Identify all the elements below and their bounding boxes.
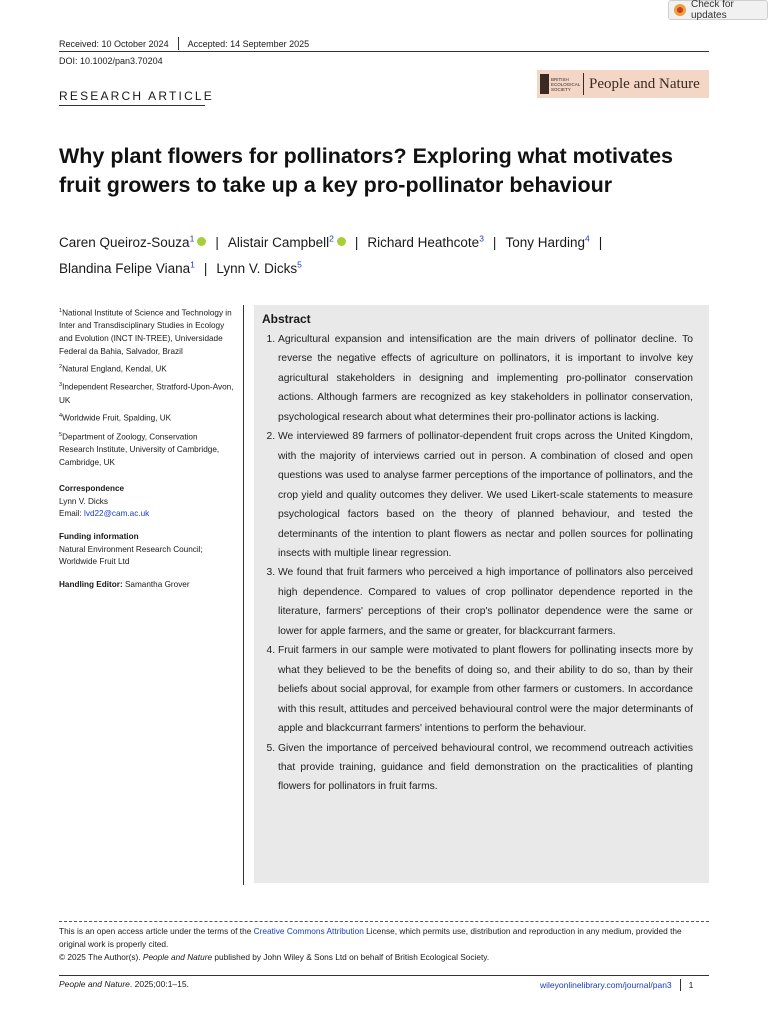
email-link[interactable]: lvd22@cam.ac.uk <box>84 509 150 519</box>
author-separator: | <box>492 234 497 250</box>
header-rule <box>59 51 709 52</box>
footer-right <box>540 979 693 991</box>
correspondence-email: Email: lvd22@cam.ac.uk <box>59 509 150 519</box>
society-mark-icon <box>540 74 549 94</box>
funding-label: Funding information <box>59 531 139 541</box>
abstract-body <box>262 330 693 797</box>
affiliation: $^5$Department of Zoology, Conservation Research Institute, University of Cambridge, Cambridge, UK <box>59 431 220 467</box>
copyright: © 2025 The Author(s). People and Nature published by John Wiley & Sons Ltd on behalf of British Ecological Society. <box>59 952 490 962</box>
affiliation: $^3$Independent Researcher, Stratford-Upon-Avon, UK <box>59 382 234 405</box>
abstract-item: 2. We interviewed 89 farmers of pollinator-dependent fruit crops across the United Kingdom, with the majority of interviews carried out in person. A combination of closed and open questions was used to analyse farmer perceptions of the importance of pollinators, and the crop yield and quality outcomes they deliver. We used Likert-scale statements to measure psychological factors based on the theory of planned behaviour, and tested the determinants of the intention to plant flowers as nectar and pollen sources for pollinating insects with multiple linear regression. <box>278 427 693 563</box>
abstract-item: 5. Given the importance of perceived behavioural control, we recommend outreach activities that provide training, guidance and field demonstration on the practicalities of planting flowers for pollinators in fruit farms. <box>278 739 693 797</box>
citation: People and Nature. 2025;00:1–15. <box>59 979 189 989</box>
correspondence-label: Correspondence <box>59 484 125 494</box>
author-separator: | <box>215 234 219 250</box>
check-for-updates-label: Check for updates <box>691 0 734 21</box>
footer-rule <box>59 975 709 976</box>
author-separator: | <box>598 234 603 250</box>
orcid-icon[interactable] <box>197 237 206 246</box>
article-type-underline <box>59 105 205 106</box>
license-notice: This is an open access article under the terms of the Creative Commons Attribution License, which permits use, distribution and reproduction in any medium, provided the original work is properly cited. © 2025 The Author(s). People and Nature published by John Wiley & Sons Ltd on behalf of British Ecological Society. <box>59 925 709 964</box>
society-logo <box>540 72 580 96</box>
logo-divider <box>583 73 584 95</box>
article-dates <box>59 37 309 50</box>
divider <box>680 979 681 991</box>
author[interactable]: Tony Harding$^4$ <box>505 233 590 250</box>
author[interactable]: Caren Queiroz-Souza$^1$ <box>59 233 195 250</box>
author[interactable]: Lynn V. Dicks$^5$ <box>216 259 302 276</box>
article-sidebar <box>59 305 234 591</box>
abstract-heading: Abstract <box>262 312 311 326</box>
journal-url-link[interactable]: wileyonlinelibrary.com/journal/pan3 <box>540 980 672 990</box>
received-date: Received: 10 October 2024 <box>59 38 169 49</box>
author[interactable]: Richard Heathcote$^3$ <box>367 233 484 250</box>
affiliation: $^2$Natural England, Kendal, UK <box>59 364 167 374</box>
check-for-updates-button[interactable] <box>668 0 768 20</box>
society-name: BRITISH ECOLOGICAL SOCIETY <box>551 76 581 92</box>
journal-name: People and Nature <box>589 75 700 92</box>
orcid-icon[interactable] <box>337 237 346 246</box>
crossmark-icon <box>674 4 686 16</box>
author-separator: | <box>354 234 359 250</box>
page-number: 1 <box>688 980 694 990</box>
affiliation: $^4$Worldwide Fruit, Spalding, UK <box>59 413 172 424</box>
license-divider <box>59 921 709 922</box>
funding-text: Natural Environment Research Council; Worldwide Fruit Ltd <box>59 544 203 567</box>
abstract-item: 3. We found that fruit farmers who perceived a high importance of pollinators also perceived high dependence. Compared to values of crop pollinator dependence reported in the literature, farmers' perceptions of their crop's pollinator dependence were the same or lower for apple farmers, and the same or greater, for blackcurrant farmers. <box>278 563 693 641</box>
accepted-date: Accepted: 14 September 2025 <box>187 38 310 49</box>
correspondence-name: Lynn V. Dicks <box>59 496 108 506</box>
author[interactable]: Blandina Felipe Viana$^1$ <box>59 259 195 276</box>
author-list <box>59 227 719 280</box>
journal-logo[interactable] <box>537 70 709 98</box>
column-divider <box>243 305 244 885</box>
author[interactable]: Alistair Campbell$^2$ <box>227 233 334 250</box>
doi[interactable]: DOI: 10.1002/pan3.70204 <box>59 56 163 66</box>
article-type: RESEARCH ARTICLE <box>59 89 215 103</box>
affiliation: $^1$National Institute of Science and Technology in Inter and Transdisciplinary Studies in Ecology and Evolution (INCT IN-TREE), Universidade Federal da Bahia, Salvador, Brazil <box>59 308 232 356</box>
author-separator: | <box>203 261 208 276</box>
cc-license-link[interactable]: Creative Commons Attribution <box>253 926 364 936</box>
abstract-item: 1. Agricultural expansion and intensification are the main drivers of pollinator decline. To reverse the negative effects of agriculture on pollinators, it is important to involve key agricultural stakeholders in designing and implementing pro-pollinator conservation actions. Although farmers are recognized as key stakeholders in pollinator conservation, psychological research about what determines their pro-pollinator actions is lacking. <box>278 330 693 427</box>
abstract-item: 4. Fruit farmers in our sample were motivated to plant flowers for pollinating insects more by what they believed to be the benefits of doing so, and their ability to do so, than by their beliefs about social approval, for example from other farmers or customers. In accordance with this result, attitudes and perceived behavioural control were the major determinants of apple and blackcurrant farmers' intentions to perform the behaviour. <box>278 641 693 738</box>
handling-editor: Handling Editor: Samantha Grover <box>59 579 190 589</box>
divider <box>178 37 179 50</box>
article-title: Why plant flowers for pollinators? Exploring what motivates fruit growers to take up a key pro-pollinator behaviour <box>59 144 673 197</box>
